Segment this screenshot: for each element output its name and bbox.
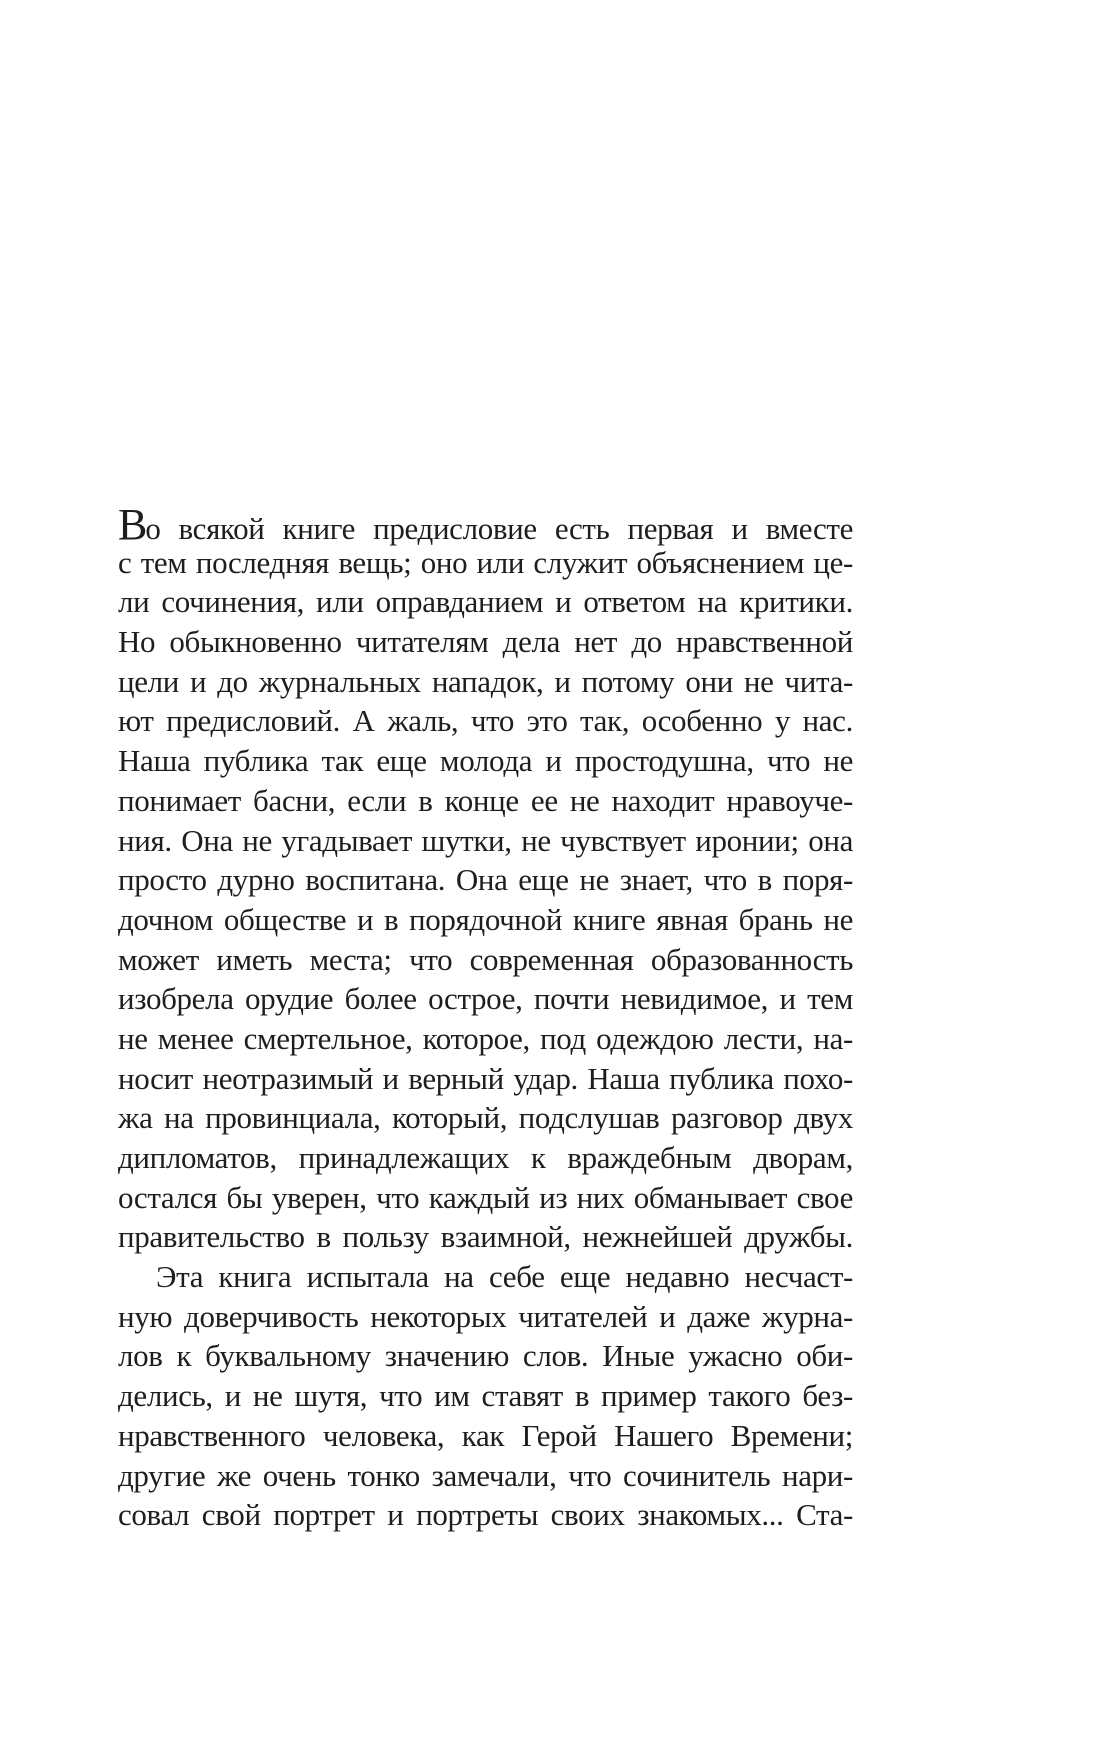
drop-cap: В bbox=[118, 500, 146, 549]
text-line: не менее смертельное, которое, под одеждою лести, на- bbox=[118, 1020, 853, 1056]
text-line: Но обыкновенно читателям дела нет до нравственной bbox=[118, 624, 853, 660]
text-line: правительство в пользу взаимной, нежнейшей дружбы. bbox=[118, 1219, 853, 1255]
text-line: цели и до журнальных нападок, и потому они не чита- bbox=[118, 663, 853, 699]
text-line: остался бы уверен, что каждый из них обманывает свое bbox=[118, 1179, 853, 1215]
text-line: Эта книга испытала на себе еще недавно несчаст- bbox=[156, 1259, 853, 1295]
text-line: нравственного человека, как Герой Нашего Времени; bbox=[118, 1417, 853, 1453]
text-line: Наша публика так еще молода и простодушна, что не bbox=[118, 743, 853, 779]
text-line: ную доверчивость некоторых читателей и даже журна- bbox=[118, 1298, 853, 1334]
text-line: носит неотразимый и верный удар. Наша публика похо- bbox=[118, 1060, 853, 1096]
text-line: дипломатов, принадлежащих к враждебным дворам, bbox=[118, 1140, 853, 1175]
text-line: ли сочинения, или оправданием и ответом на критики. bbox=[118, 584, 853, 620]
text-line: изобрела орудие более острое, почти невидимое, и тем bbox=[118, 981, 853, 1017]
text-line: другие же очень тонко замечали, что сочинитель нари- bbox=[118, 1457, 853, 1493]
text-line: может иметь места; что современная образованность bbox=[118, 941, 853, 977]
text-line: с тем последняя вещь; оно или служит объяснением це- bbox=[118, 544, 853, 580]
text-line: делись, и не шутя, что им ставят в пример такого без- bbox=[118, 1378, 853, 1414]
paragraph-1 bbox=[118, 500, 853, 1257]
text-line: совал свой портрет и портреты своих знакомых... Ста- bbox=[118, 1497, 853, 1533]
preface-text bbox=[118, 500, 853, 1535]
paragraph-2 bbox=[118, 1257, 853, 1535]
first-line-text: о всякой книге предисловие есть первая и вместе bbox=[145, 511, 853, 546]
text-line: дочном обществе и в порядочной книге явная брань не bbox=[118, 901, 853, 937]
text-line: понимает басни, если в конце ее не находит нравоуче- bbox=[118, 782, 853, 818]
text-line: жа на провинциала, который, подслушав разговор двух bbox=[118, 1100, 853, 1136]
text-line: ния. Она не угадывает шутки, не чувствует иронии; она bbox=[118, 822, 853, 858]
text-line bbox=[118, 500, 853, 549]
text-line: лов к буквальному значению слов. Иные ужасно оби- bbox=[118, 1338, 853, 1374]
text-line: просто дурно воспитана. Она еще не знает, что в поря- bbox=[118, 862, 853, 898]
text-line: ют предисловий. А жаль, что это так, особенно у нас. bbox=[118, 703, 853, 739]
